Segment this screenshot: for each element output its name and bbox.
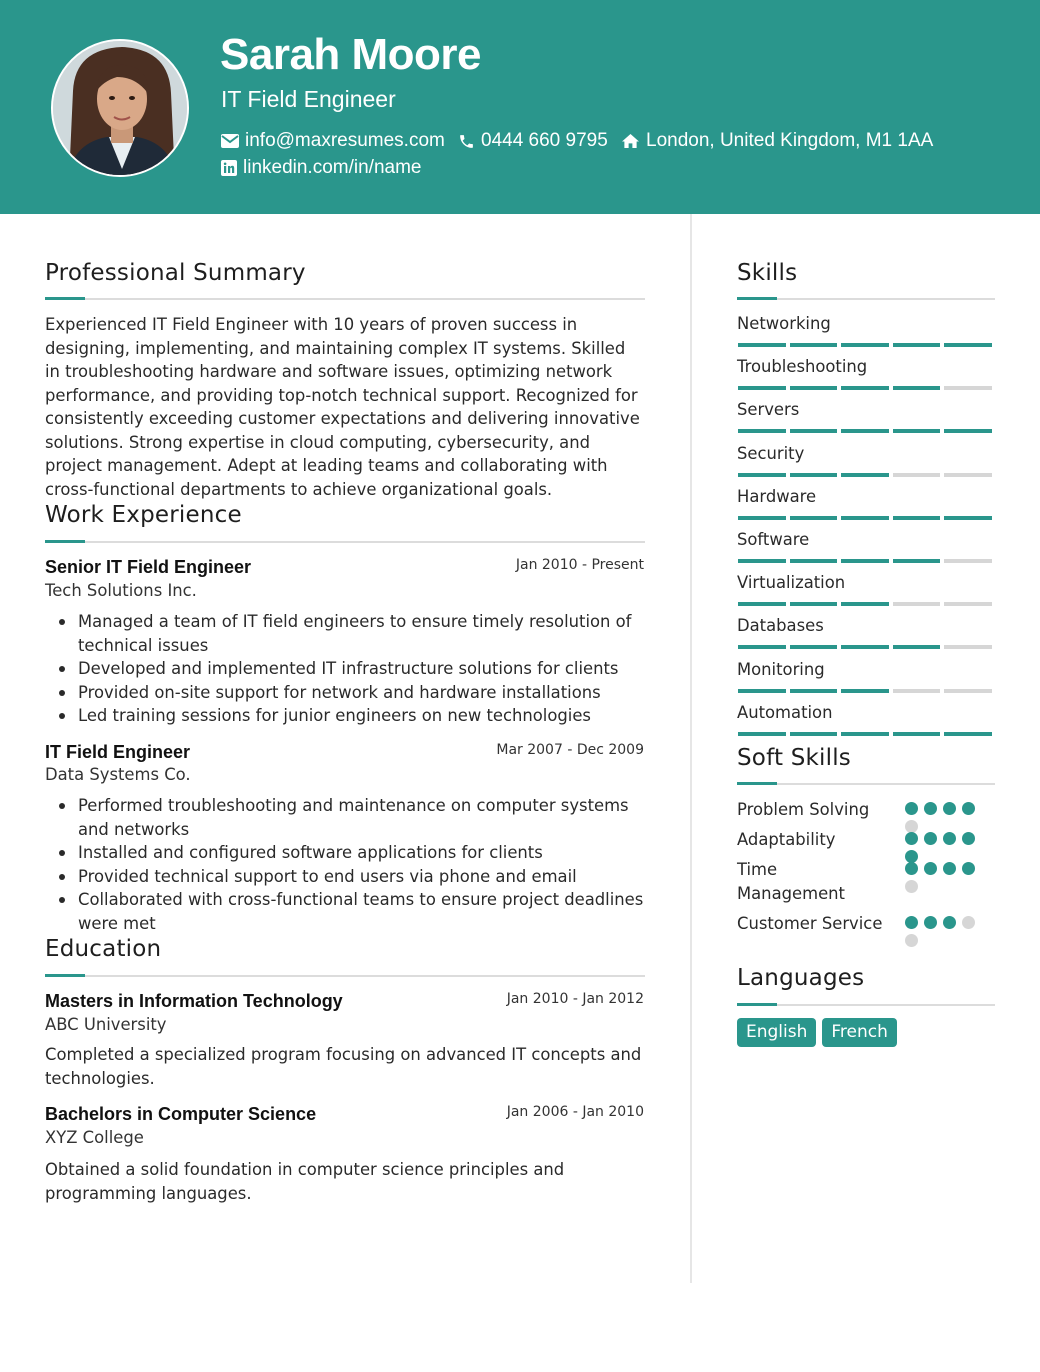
languages-heading: Languages [737, 965, 865, 991]
job-title: Senior IT Field Engineer [45, 557, 252, 577]
skill-level-segment [841, 516, 889, 520]
skill-level-bar [738, 516, 992, 520]
email-contact[interactable] [221, 130, 445, 152]
skill-level-segment [738, 602, 786, 606]
skill-level-segment [893, 516, 941, 520]
phone-text: 0444 660 9795 [481, 130, 608, 151]
rating-dot [943, 862, 956, 875]
skill-name: Automation [737, 702, 833, 722]
section-accent [737, 1003, 777, 1006]
candidate-title: IT Field Engineer [221, 86, 396, 112]
section-rule [45, 541, 645, 543]
skill-name: Networking [737, 314, 831, 333]
skill-level-segment [738, 732, 786, 736]
section-accent [45, 540, 85, 543]
rating-dot [962, 832, 975, 845]
skill-name: Software [737, 530, 810, 549]
linkedin-contact[interactable] [221, 157, 421, 179]
skill-level-segment [790, 689, 838, 693]
soft-skill-name: Customer Service [737, 914, 883, 933]
rating-dot [905, 832, 918, 845]
section-accent [45, 297, 85, 300]
skill-level-segment [738, 645, 786, 649]
skill-level-segment [841, 429, 889, 433]
skill-name: Monitoring [737, 659, 825, 679]
soft-skill-rating [905, 802, 980, 833]
rating-dot [924, 862, 937, 875]
school-name: ABC University [45, 1015, 167, 1034]
list-item: Developed and implemented IT infrastructure solutions for clients [45, 657, 645, 681]
candidate-name: Sarah Moore [220, 30, 482, 79]
skill-name: Troubleshooting [737, 357, 868, 377]
phone-contact[interactable] [458, 130, 608, 152]
skill-level-segment [944, 559, 992, 563]
education-description: Obtained a solid foundation in computer science principles and programming languages. [45, 1160, 565, 1203]
skill-level-segment [790, 429, 838, 433]
skill-level-segment [944, 343, 992, 347]
list-item: Performed troubleshooting and maintenance on computer systems and networks [45, 794, 645, 841]
section-accent [737, 297, 777, 300]
school-name: XYZ College [45, 1128, 144, 1147]
skill-level-segment [790, 473, 838, 477]
education-heading: Education [45, 936, 162, 962]
skill-level-segment [944, 732, 992, 736]
skill-level-segment [790, 602, 838, 606]
skill-level-bar [738, 429, 992, 433]
soft-skill-name: Time Management [737, 860, 845, 903]
skill-level-segment [790, 732, 838, 736]
skill-level-segment [893, 343, 941, 347]
skill-level-segment [893, 473, 941, 477]
rating-dot [943, 802, 956, 815]
skill-level-segment [944, 386, 992, 390]
rating-dot [924, 832, 937, 845]
skill-level-segment [944, 473, 992, 477]
skill-level-segment [893, 386, 941, 390]
job-title: IT Field Engineer [45, 742, 191, 762]
degree-title: Bachelors in Computer Science [45, 1104, 317, 1124]
envelope-icon [221, 134, 239, 148]
soft-skill-rating [905, 832, 980, 863]
soft-skill-name: Problem Solving [737, 800, 870, 819]
skill-level-segment [893, 732, 941, 736]
skill-level-segment [790, 516, 838, 520]
skill-level-segment [841, 732, 889, 736]
skill-level-segment [790, 559, 838, 563]
rating-dot [905, 880, 918, 893]
skill-level-segment [944, 516, 992, 520]
soft-skills-heading: Soft Skills [737, 745, 851, 771]
section-rule [45, 298, 645, 300]
skill-level-bar [738, 343, 992, 347]
skill-level-segment [738, 689, 786, 693]
skill-level-segment [893, 429, 941, 433]
skill-level-segment [841, 343, 889, 347]
rating-dot [962, 862, 975, 875]
location-text: London, United Kingdom, M1 1AA [646, 130, 934, 151]
education-dates: Jan 2006 - Jan 2010 [506, 1104, 644, 1120]
job-dates: Mar 2007 - Dec 2009 [496, 742, 644, 758]
skill-level-segment [841, 602, 889, 606]
skill-level-segment [944, 689, 992, 693]
degree-title: Masters in Information Technology [45, 991, 343, 1011]
skills-heading: Skills [737, 260, 798, 286]
skill-level-segment [841, 386, 889, 390]
skill-level-segment [841, 559, 889, 563]
rating-dot [943, 832, 956, 845]
skill-level-segment [790, 386, 838, 390]
skill-level-segment [790, 343, 838, 347]
list-item: Installed and configured software applications for clients [45, 841, 645, 865]
rating-dot [943, 916, 956, 929]
rating-dot [905, 916, 918, 929]
skill-level-segment [893, 602, 941, 606]
education-description: Completed a specialized program focusing on advanced IT concepts and technologies. [45, 1045, 642, 1088]
skill-level-bar [738, 602, 992, 606]
section-accent [737, 782, 777, 785]
list-item: Collaborated with cross-functional teams to ensure project deadlines were met [45, 888, 645, 935]
skill-level-bar [738, 473, 992, 477]
skill-level-bar [738, 689, 992, 693]
rating-dot [905, 934, 918, 947]
rating-dot [962, 802, 975, 815]
job-bullet-list [45, 610, 645, 728]
rating-dot [905, 802, 918, 815]
soft-skill-rating [905, 862, 980, 893]
skill-name: Hardware [737, 486, 817, 506]
education-dates: Jan 2010 - Jan 2012 [506, 991, 644, 1007]
rating-dot [924, 916, 937, 929]
location-contact [621, 130, 933, 152]
section-accent [45, 974, 85, 977]
language-tag: English [737, 1018, 816, 1047]
skill-level-segment [944, 429, 992, 433]
skill-level-segment [893, 689, 941, 693]
skill-level-segment [738, 343, 786, 347]
job-dates: Jan 2010 - Present [515, 557, 644, 573]
summary-heading: Professional Summary [45, 260, 306, 286]
job-company: Tech Solutions Inc. [45, 581, 197, 600]
work-heading: Work Experience [45, 502, 242, 528]
phone-icon [458, 133, 475, 150]
skill-level-segment [790, 645, 838, 649]
skill-level-segment [893, 559, 941, 563]
skill-level-segment [841, 473, 889, 477]
skill-level-segment [738, 559, 786, 563]
language-tag: French [822, 1018, 897, 1047]
skill-level-segment [738, 516, 786, 520]
language-tags [737, 1018, 897, 1047]
skill-level-segment [893, 645, 941, 649]
skill-name: Databases [737, 616, 824, 636]
rating-dot [905, 862, 918, 875]
skill-level-segment [841, 645, 889, 649]
skill-level-bar [738, 732, 992, 736]
job-bullet-list [45, 794, 645, 935]
rating-dot [924, 802, 937, 815]
rating-dot [962, 916, 975, 929]
skill-level-bar [738, 386, 992, 390]
section-rule [45, 975, 645, 977]
linkedin-text: linkedin.com/in/name [243, 157, 422, 178]
list-item: Provided on-site support for network and hardware installations [45, 681, 645, 705]
skill-level-segment [944, 645, 992, 649]
skill-name: Security [737, 443, 805, 463]
skill-level-segment [841, 689, 889, 693]
linkedin-icon [221, 160, 237, 176]
profile-photo [51, 39, 189, 177]
skill-level-segment [738, 473, 786, 477]
soft-skill-name: Adaptability [737, 830, 836, 849]
skill-level-segment [944, 602, 992, 606]
soft-skill-rating [905, 916, 980, 947]
home-icon [621, 133, 640, 149]
list-item: Managed a team of IT field engineers to ensure timely resolution of technical issues [45, 610, 645, 657]
skill-level-bar [738, 645, 992, 649]
resume-header [0, 0, 1040, 214]
skill-level-segment [738, 429, 786, 433]
email-text: info@maxresumes.com [245, 130, 445, 151]
job-company: Data Systems Co. [45, 765, 191, 784]
list-item: Provided technical support to end users via phone and email [45, 865, 645, 889]
skill-level-segment [738, 386, 786, 390]
column-divider [690, 214, 692, 1283]
skill-name: Virtualization [737, 573, 846, 593]
skill-level-bar [738, 559, 992, 563]
skill-name: Servers [737, 400, 800, 420]
summary-text: Experienced IT Field Engineer with 10 years of proven success in designing, implementing, and maintaining complex IT systems. Skilled in troubleshooting hardware and software issues, optimizing network performance, and providing top-notch technical support. Recognized for consistently exceeding customer expectations and delivering innovative solutions. Strong expertise in cloud computing, cybersecurity, and project management. Adept at leading teams and collaborating with cross-functional departments to achieve organizational goals. [45, 315, 640, 499]
list-item: Led training sessions for junior engineers on new technologies [45, 704, 645, 728]
